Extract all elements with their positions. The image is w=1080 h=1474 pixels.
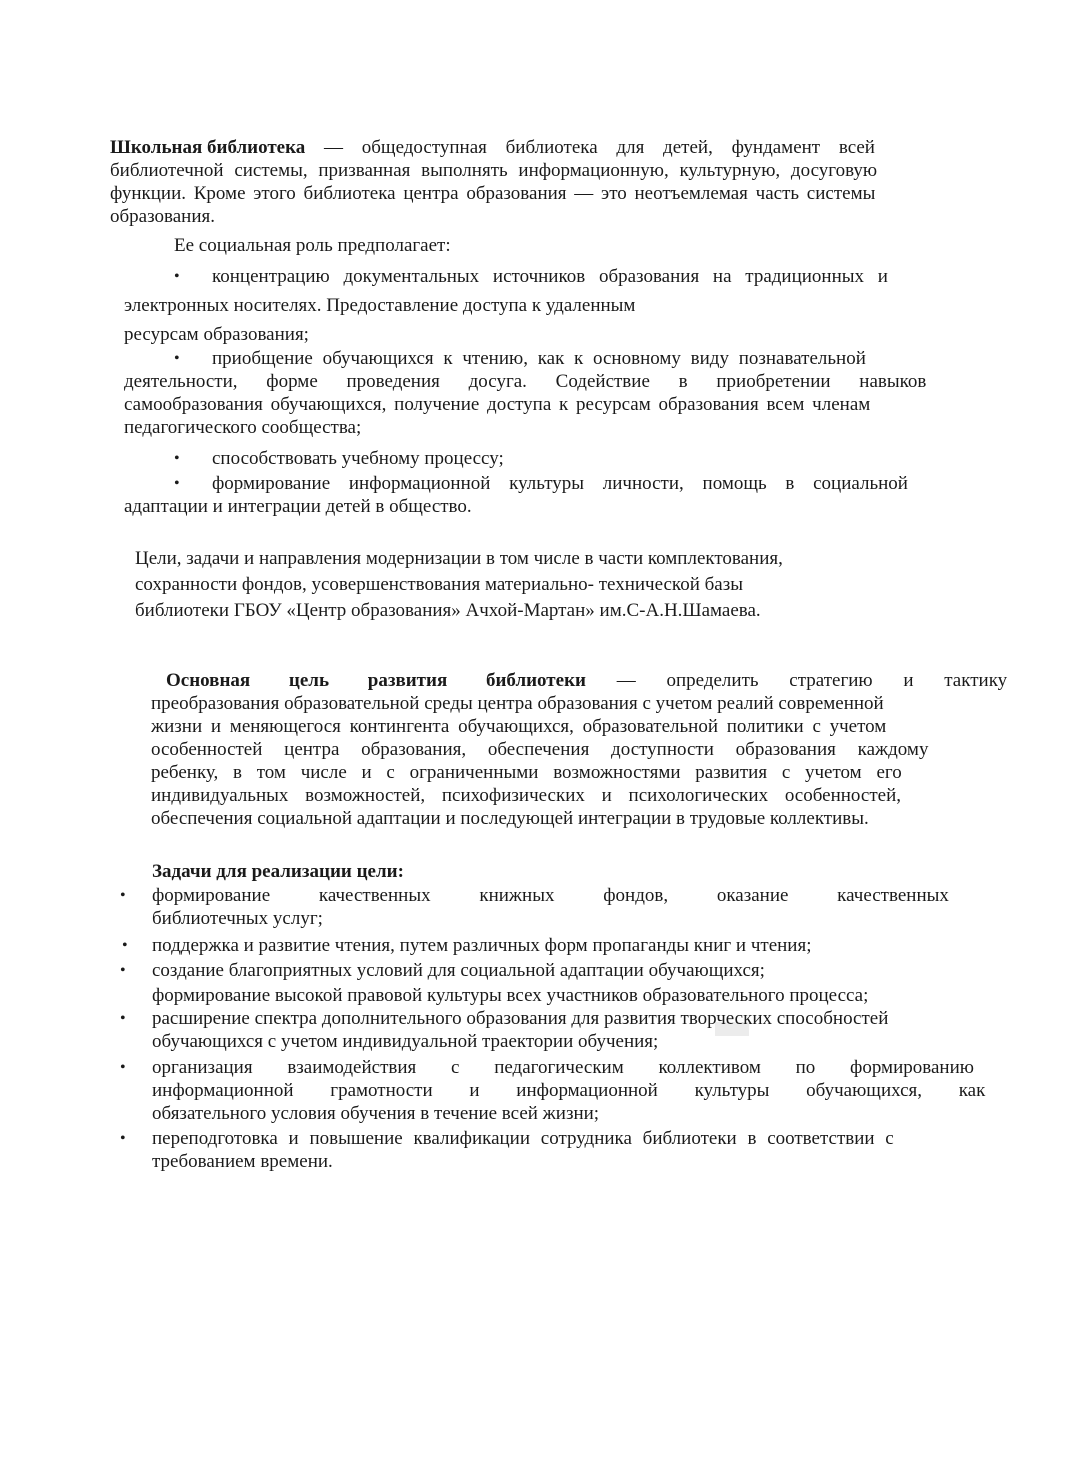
bullet-icon: • [120,1059,126,1076]
intro-term: Школьная библиотека [110,137,306,158]
modernization-line-2: сохранности фондов, усовершенствования материально- технической базы [135,574,743,595]
roles-item-4 [124,472,974,518]
modernization-line-1: Цели, задачи и направления модернизации в том числе в части комплектования, [135,548,783,569]
intro-line-1-text: — общедоступная библиотека для детей, фундамент всей [305,137,875,158]
task-item-6 [120,1056,986,1125]
main-goal-line-7: обеспечения социальной адаптации и последующей интеграции в трудовые коллективы. [151,808,869,829]
roles-item-2-line-2: деятельности, форме проведения досуга. Содействие в приобретении навыков [124,371,927,392]
bullet-icon: • [174,350,180,367]
social-role-lead-text: Ее социальная роль предполагает: [174,235,451,256]
task-item-6-line-2: информационной грамотности и информационной культуры обучающихся, как [152,1080,986,1101]
main-goal-term: Основная цель развития библиотеки [166,670,586,691]
bullet-icon: • [120,1130,126,1147]
roles-item-1-line-2: электронных носителях. Предоставление доступа к удаленным [124,295,636,316]
roles-item-1-line-1: концентрацию документальных источников образования на традиционных и [212,266,888,287]
bullet-icon: • [120,962,126,979]
roles-item-3 [124,447,974,470]
roles-item-4-line-2: адаптации и интеграции детей в общество. [124,496,472,517]
intro-line-2: библиотечной системы, призванная выполнять информационную, культурную, досуговую [110,160,878,181]
main-goal-line-1-text: — определить стратегию и тактику [585,670,1008,691]
task-item-1-line-2: библиотечных услуг; [152,908,323,929]
roles-item-1 [124,265,974,346]
main-goal-line-4: особенностей центра образования, обеспечения доступности образования каждому [151,739,929,760]
roles-item-4-line-1: формирование информационной культуры личности, помощь в социальной [212,473,908,494]
task-item-1-line-1: формирование качественных книжных фондов, оказание качественных [152,885,949,906]
roles-item-2-line-1: приобщение обучающихся к чтению, как к основному виду познавательной [212,348,866,369]
intro-line-4: образования. [110,206,215,227]
task-item-2 [122,934,952,957]
task-item-7-line-2: требованием времени. [152,1151,333,1172]
main-goal-line-1 [151,669,1008,692]
modernization-line-3: библиотеки ГБОУ «Центр образования» Ачхой-Мартан» им.С-А.Н.Шамаева. [135,600,761,621]
modernization-paragraph [135,546,895,624]
task-item-1 [120,884,950,930]
task-item-6-line-1: организация взаимодействия с педагогическим коллективом по формированию [152,1057,974,1078]
social-role-lead [174,234,674,257]
task-item-7-line-1: переподготовка и повышение квалификации сотрудника библиотеки в соответствии с [152,1128,894,1149]
bullet-icon: • [120,887,126,904]
intro-paragraph [110,136,972,228]
bullet-icon: • [174,268,180,285]
main-goal-line-6: индивидуальных возможностей, психофизических и психологических особенностей, [151,785,901,806]
main-goal-line-3: жизни и меняющегося контингента обучающихся, образовательной политики с учетом [151,716,887,737]
task-item-3-line-2: формирование высокой правовой культуры всех участников образовательного процесса; [152,985,869,1006]
roles-item-2-line-4: педагогического сообщества; [124,417,362,438]
task-item-5-line-2: обучающихся с учетом индивидуальной траектории обучения; [152,1031,659,1052]
tasks-heading-text: Задачи для реализации цели: [152,861,404,882]
bullet-icon: • [122,937,128,954]
intro-line-3: функции. Кроме этого библиотека центра образования — это неотъемлемая часть системы [110,183,876,204]
task-item-7 [120,1127,982,1173]
task-item-2-line-1: поддержка и развитие чтения, путем различных форм пропаганды книг и чтения; [152,935,812,956]
main-goal-line-2: преобразования образовательной среды центра образования с учетом реалий современной [151,693,884,714]
roles-item-3-line-1: способствовать учебному процессу; [212,448,504,469]
main-goal-paragraph [151,669,1008,830]
task-item-3-line-1: создание благоприятных условий для социальной адаптации обучающихся; [152,960,765,981]
main-goal-line-5: ребенку, в том числе и с ограниченными возможностями развития с учетом его [151,762,902,783]
bullet-icon: • [174,450,180,467]
tasks-heading [152,860,752,883]
roles-item-2-line-3: самообразования обучающихся, получение доступа к ресурсам образования всем членам [124,394,871,415]
task-item-5 [120,1007,950,1053]
task-item-6-line-3: обязательного условия обучения в течение всей жизни; [152,1103,600,1124]
task-item-3 [120,959,950,1007]
intro-line-1 [110,136,972,159]
bullet-icon: • [174,475,180,492]
task-item-5-line-1: расширение спектра дополнительного образования для развития творческих способностей [152,1008,889,1029]
bullet-icon: • [120,1010,126,1027]
roles-item-2 [124,347,974,439]
roles-item-1-line-3: ресурсам образования; [124,324,309,345]
